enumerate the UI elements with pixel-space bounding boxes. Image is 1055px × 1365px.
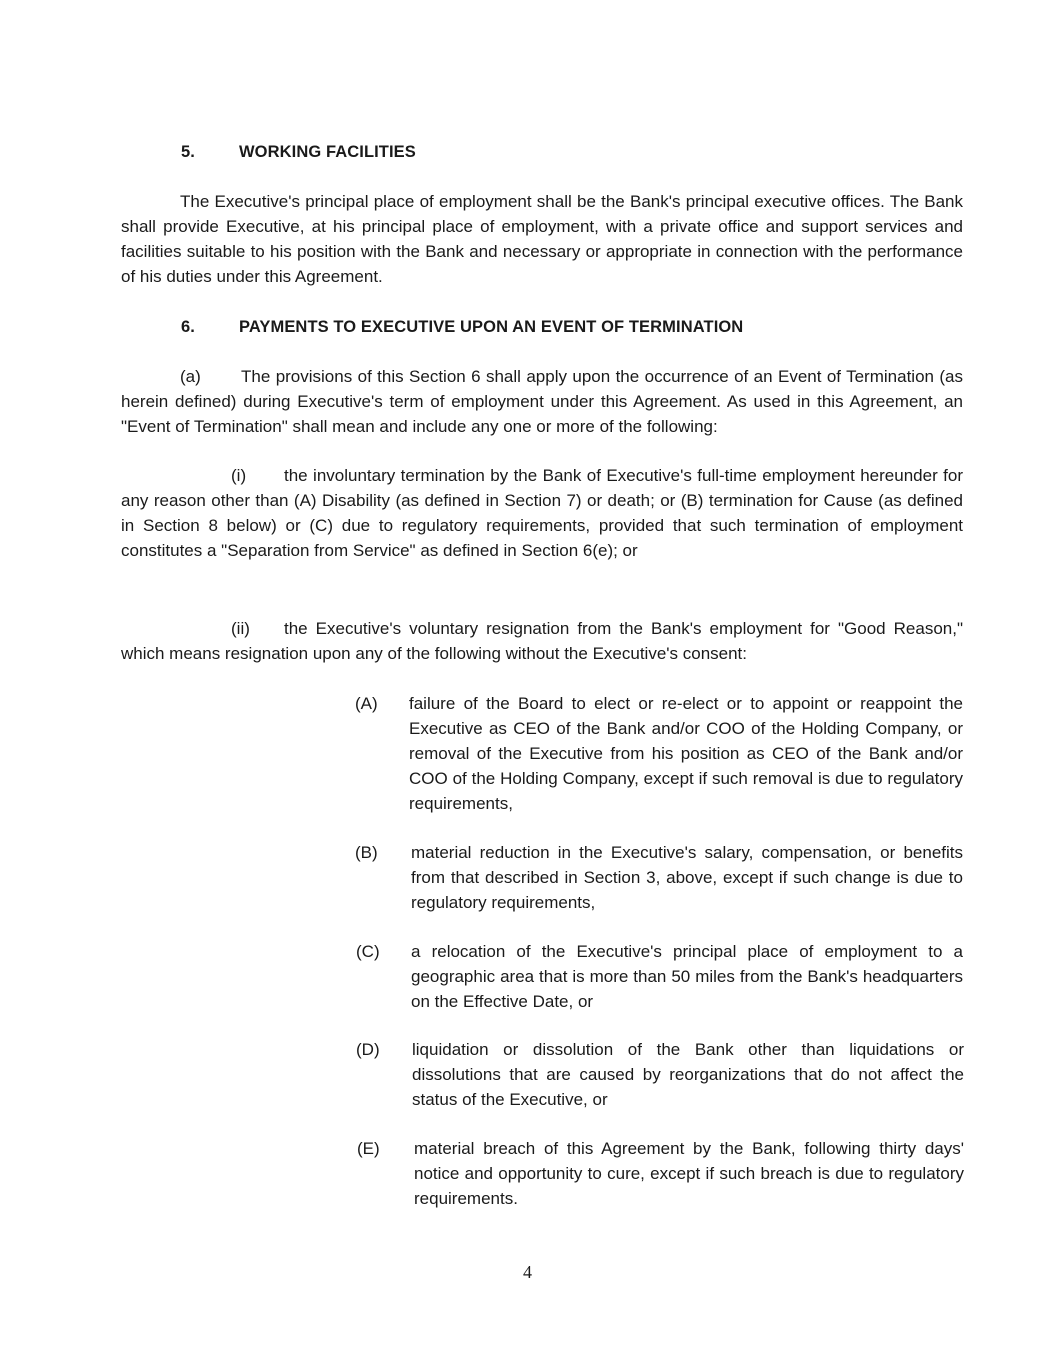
paragraph-i <box>121 463 963 563</box>
paragraph-ii <box>121 616 963 666</box>
paragraph-a <box>121 364 963 439</box>
paragraph-label: (ii) <box>231 619 250 638</box>
list-item <box>357 1136 964 1216</box>
item-text: a relocation of the Executive's principal place of employment to a geographic area that is more than 50 miles from the Bank's headquarters on the Effective Date, or <box>411 942 963 1011</box>
paragraph-text: The Executive's principal place of employment shall be the Bank's principal executive offices. The Bank shall provide Executive, at his principal place of employment, with a private office and support services and facilities suitable to his position with the Bank and necessary or appropriate in connection with the performance of his duties under this Agreement. <box>121 192 963 286</box>
item-label: (C) <box>356 942 380 961</box>
item-label: (D) <box>356 1040 380 1059</box>
list-item <box>356 1037 964 1117</box>
item-text: failure of the Board to elect or re-elect or to appoint or reappoint the Executive as CEO of the Bank and/or COO of the Holding Company, or removal of the Executive from his position as CEO of the Bank and/or COO of the Holding Company, except if such removal is due to regulatory requirements, <box>409 694 963 813</box>
page-number: 4 <box>523 1262 532 1282</box>
item-text: material reduction in the Executive's salary, compensation, or benefits from that described in Section 3, above, except if such change is due to regulatory requirements, <box>411 843 963 912</box>
list-item <box>356 939 963 1019</box>
paragraph-text: The provisions of this Section 6 shall apply upon the occurrence of an Event of Termination (as herein defined) during Executive's term of employment under this Agreement. As used in this Agreement, an "Event of Termination" shall mean and include any one or more of the following: <box>121 367 963 436</box>
paragraph-label: (i) <box>231 466 247 485</box>
section-5-paragraph <box>121 189 963 289</box>
item-text: material breach of this Agreement by the Bank, following thirty days' notice and opportunity to cure, except if such breach is due to regulatory requirements. <box>414 1139 964 1208</box>
list-item <box>355 691 963 821</box>
item-label: (E) <box>357 1139 380 1158</box>
paragraph-text: the involuntary termination by the Bank of Executive's full-time employment hereunder for any reason other than (A) Disability (as defined in Section 7) or death; or (B) termination for Cause (as defined in Section 8 below) or (C) due to regulatory requirements, provided that such termination of employment constitutes a "Separation from Service" as defined in Section 6(e); or <box>121 466 963 560</box>
section-title: PAYMENTS TO EXECUTIVE UPON AN EVENT OF TERMINATION <box>239 318 744 336</box>
paragraph-label: (a) <box>180 367 201 386</box>
section-number: 6. <box>181 318 195 336</box>
item-label: (A) <box>355 694 378 713</box>
item-text: liquidation or dissolution of the Bank other than liquidations or dissolutions that are caused by reorganizations that do not affect the status of the Executive, or <box>412 1040 964 1109</box>
list-item <box>355 840 963 920</box>
section-title: WORKING FACILITIES <box>239 143 416 161</box>
section-5-heading <box>181 143 881 165</box>
section-number: 5. <box>181 143 195 161</box>
paragraph-text: the Executive's voluntary resignation from the Bank's employment for "Good Reason," which means resignation upon any of the following without the Executive's consent: <box>121 619 963 663</box>
section-6-heading <box>181 318 881 340</box>
item-label: (B) <box>355 843 378 862</box>
